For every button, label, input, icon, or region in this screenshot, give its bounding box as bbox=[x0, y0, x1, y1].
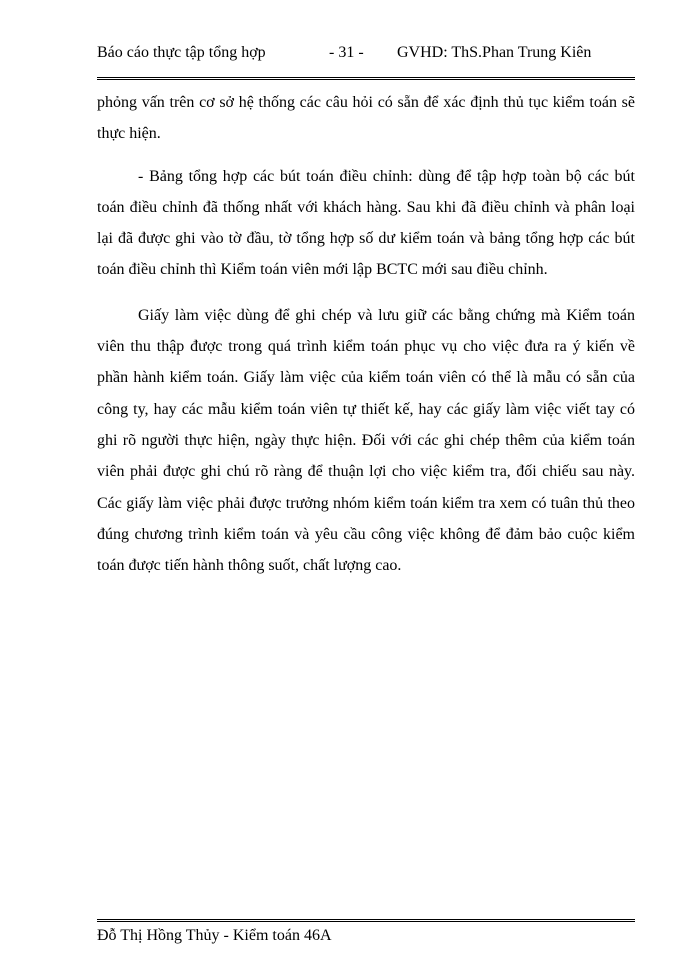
report-title: Báo cáo thực tập tổng hợp bbox=[97, 44, 266, 61]
page-header bbox=[97, 44, 640, 66]
document-body bbox=[97, 87, 635, 581]
page-footer: Đỗ Thị Hồng Thủy - Kiểm toán 46A bbox=[97, 927, 332, 944]
supervisor: GVHD: ThS.Phan Trung Kiên bbox=[397, 44, 592, 61]
page-number: - 31 - bbox=[329, 44, 364, 61]
paragraph-adjustment-summary: - Bảng tổng hợp các bút toán điều chỉnh: dùng để tập hợp toàn bộ các bút toán điều chỉnh đã thống nhất với khách hàng. Sau khi đã điều chỉnh và phân loại lại đã được ghi vào tờ đầu, tờ tổng hợp số dư kiểm toán và bảng tổng hợp các bút toán điều chỉnh thì Kiểm toán viên mới lập BCTC mới sau điều chỉnh. bbox=[97, 167, 635, 279]
paragraph-working-papers: Giấy làm việc dùng để ghi chép và lưu giữ các bằng chứng mà Kiểm toán viên thu thập được trong quá trình kiểm toán phục vụ cho việc đưa ra ý kiến về phần hành kiểm toán. Giấy làm việc của kiểm toán viên có thể là mẫu có sẵn của công ty, hay các mẫu kiểm toán viên tự thiết kế, hay các giấy làm việc viết tay có ghi rõ người thực hiện, ngày thực hiện. Đối với các ghi chép thêm của kiểm toán viên phải được ghi chú rõ ràng để thuận lợi cho việc kiểm tra, đối chiếu sau này. Các giấy làm việc phải được trưởng nhóm kiểm toán kiểm tra xem có tuân thủ theo đúng chương trình kiểm toán và yêu cầu công việc không để đảm bảo cuộc kiểm toán được tiến hành thông suốt, chất lượng cao. bbox=[97, 306, 635, 575]
paragraph-continuation: phỏng vấn trên cơ sở hệ thống các câu hỏi có sẵn để xác định thủ tục kiểm toán sẽ thực hiện. bbox=[97, 94, 635, 143]
header-divider bbox=[97, 77, 635, 80]
footer-divider bbox=[97, 919, 635, 922]
